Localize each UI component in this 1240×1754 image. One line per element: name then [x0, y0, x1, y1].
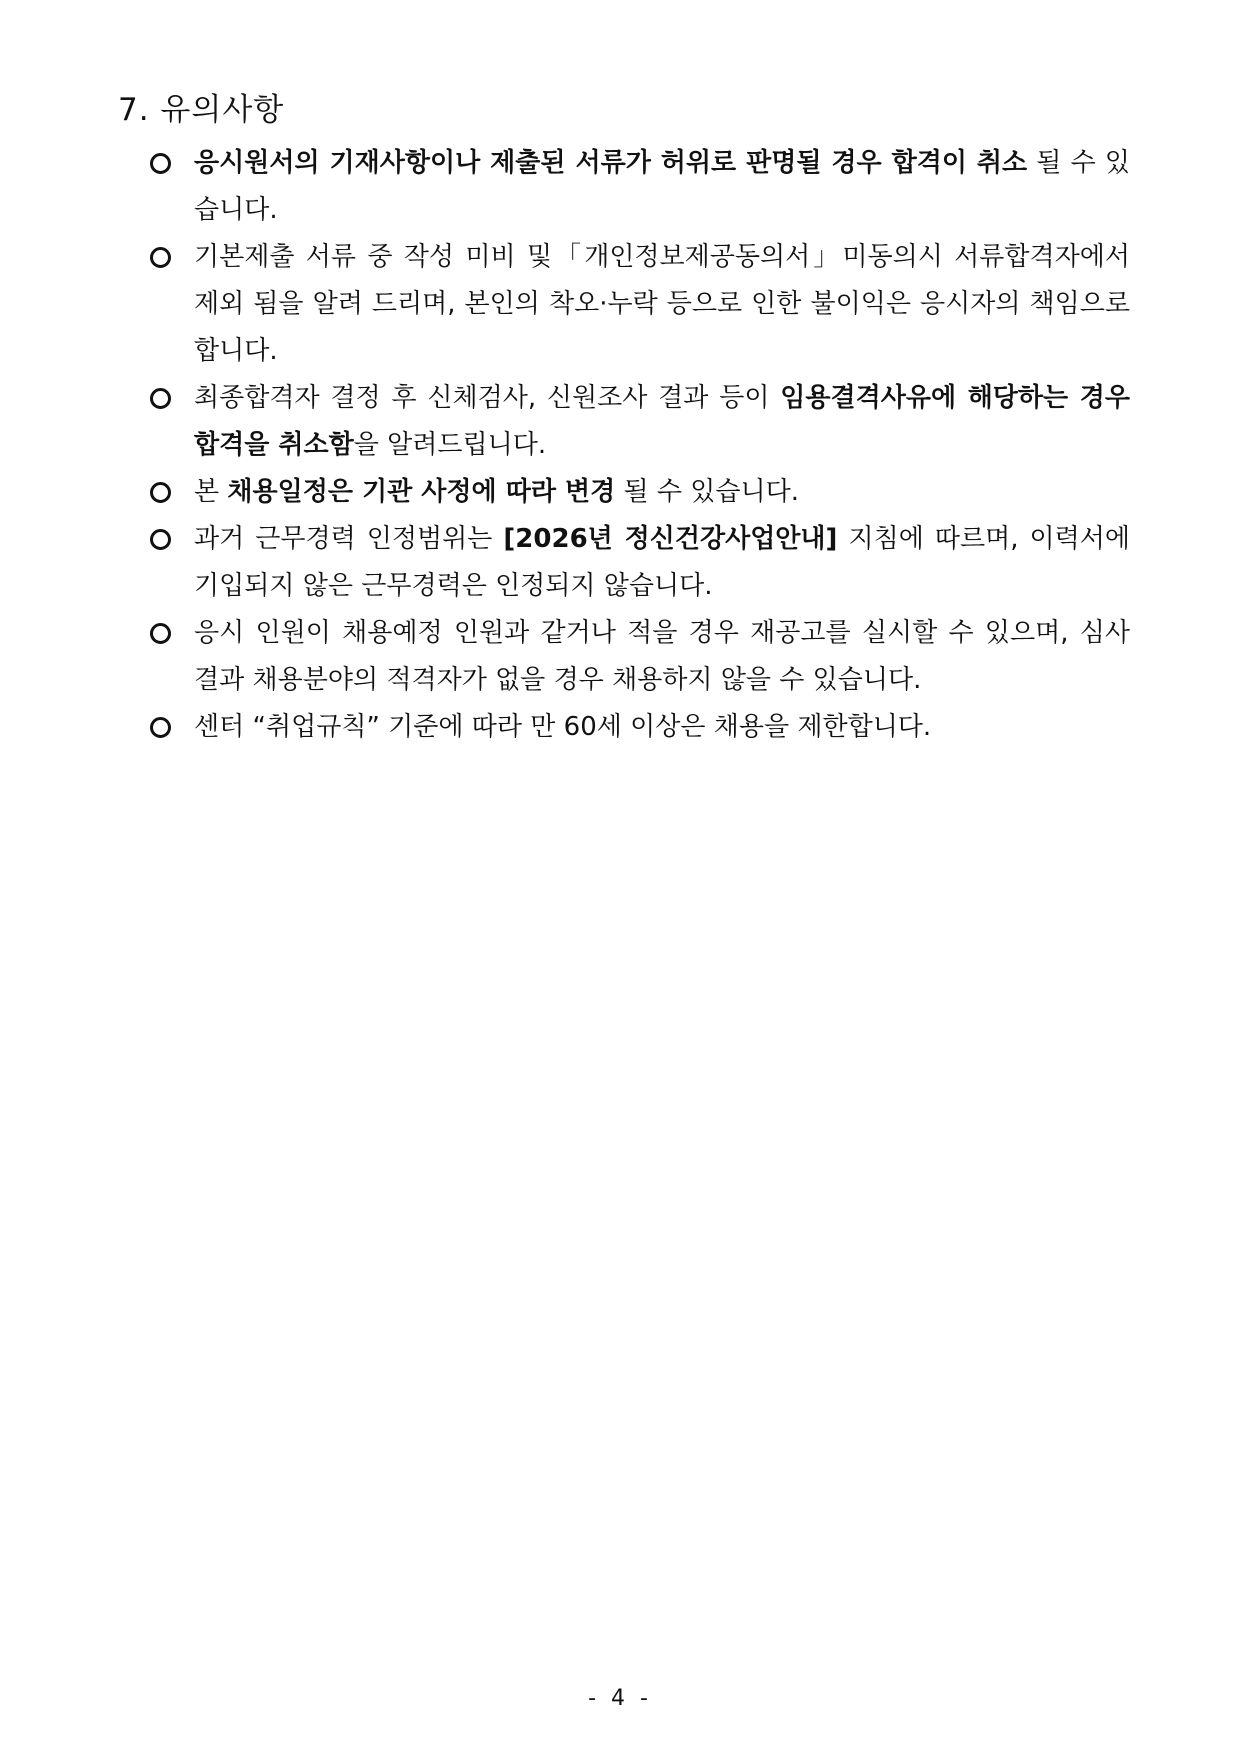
note-text: 기본제출 서류 중 작성 미비 및「개인정보제공동의서」미동의시 서류합격자에서 제외 됨을 알려 드리며, 본인의 착오·누락 등으로 인한 불이익은 응시자의 책임으로 합니다. — [194, 242, 1139, 366]
note-text: 센터 “취업규칙” 기준에 따라 만 60세 이상은 채용을 제한합니다. — [194, 712, 932, 742]
note-text: 최종합격자 결정 후 신체검사, 신원조사 결과 등이 — [194, 383, 781, 413]
circle-bullet-icon — [150, 247, 171, 268]
note-item — [150, 140, 1130, 234]
circle-bullet-icon — [150, 388, 171, 409]
notes-list — [150, 140, 1140, 751]
note-item — [150, 516, 1139, 610]
note-text-emphasis: 채용일정은 기관 사정에 따라 변경 — [227, 477, 616, 507]
note-item — [150, 375, 1140, 469]
note-text: 될 수 있습니다. — [615, 477, 799, 507]
circle-bullet-icon — [150, 482, 171, 503]
note-text: 을 알려드립니다. — [353, 430, 547, 460]
note-text: 응시 인원이 채용예정 인원과 같거나 적을 경우 재공고를 실시할 수 있으며, 심사 결과 채용분야의 적격자가 없을 경우 채용하지 않을 수 있습니다. — [194, 618, 1139, 695]
circle-bullet-icon — [150, 623, 171, 644]
note-item — [150, 469, 1130, 516]
note-item — [150, 234, 1139, 375]
note-text-emphasis: 응시원서의 기재사항이나 제출된 서류가 허위로 판명될 경우 합격이 취소 — [194, 148, 1028, 178]
note-text: 지침에 따르며, 이력서에 기입되지 않은 근무경력은 인정되지 않습니다. — [194, 524, 1139, 601]
note-text: 될 수 있습니다. — [194, 148, 1130, 225]
note-text: 본 — [194, 477, 228, 507]
note-item — [150, 704, 1130, 751]
note-text-emphasis: 임용결격사유에 해당하는 경우 합격을 취소함 — [194, 383, 1140, 460]
note-text-emphasis: [2026년 정신건강사업안내] — [503, 524, 838, 554]
circle-bullet-icon — [150, 717, 171, 738]
page-number: - 4 - — [588, 1686, 652, 1711]
section-title: 7. 유의사항 — [118, 92, 285, 128]
note-text: 과거 근무경력 인정범위는 — [194, 524, 504, 554]
circle-bullet-icon — [150, 153, 171, 174]
note-item — [150, 610, 1139, 704]
circle-bullet-icon — [150, 529, 171, 550]
